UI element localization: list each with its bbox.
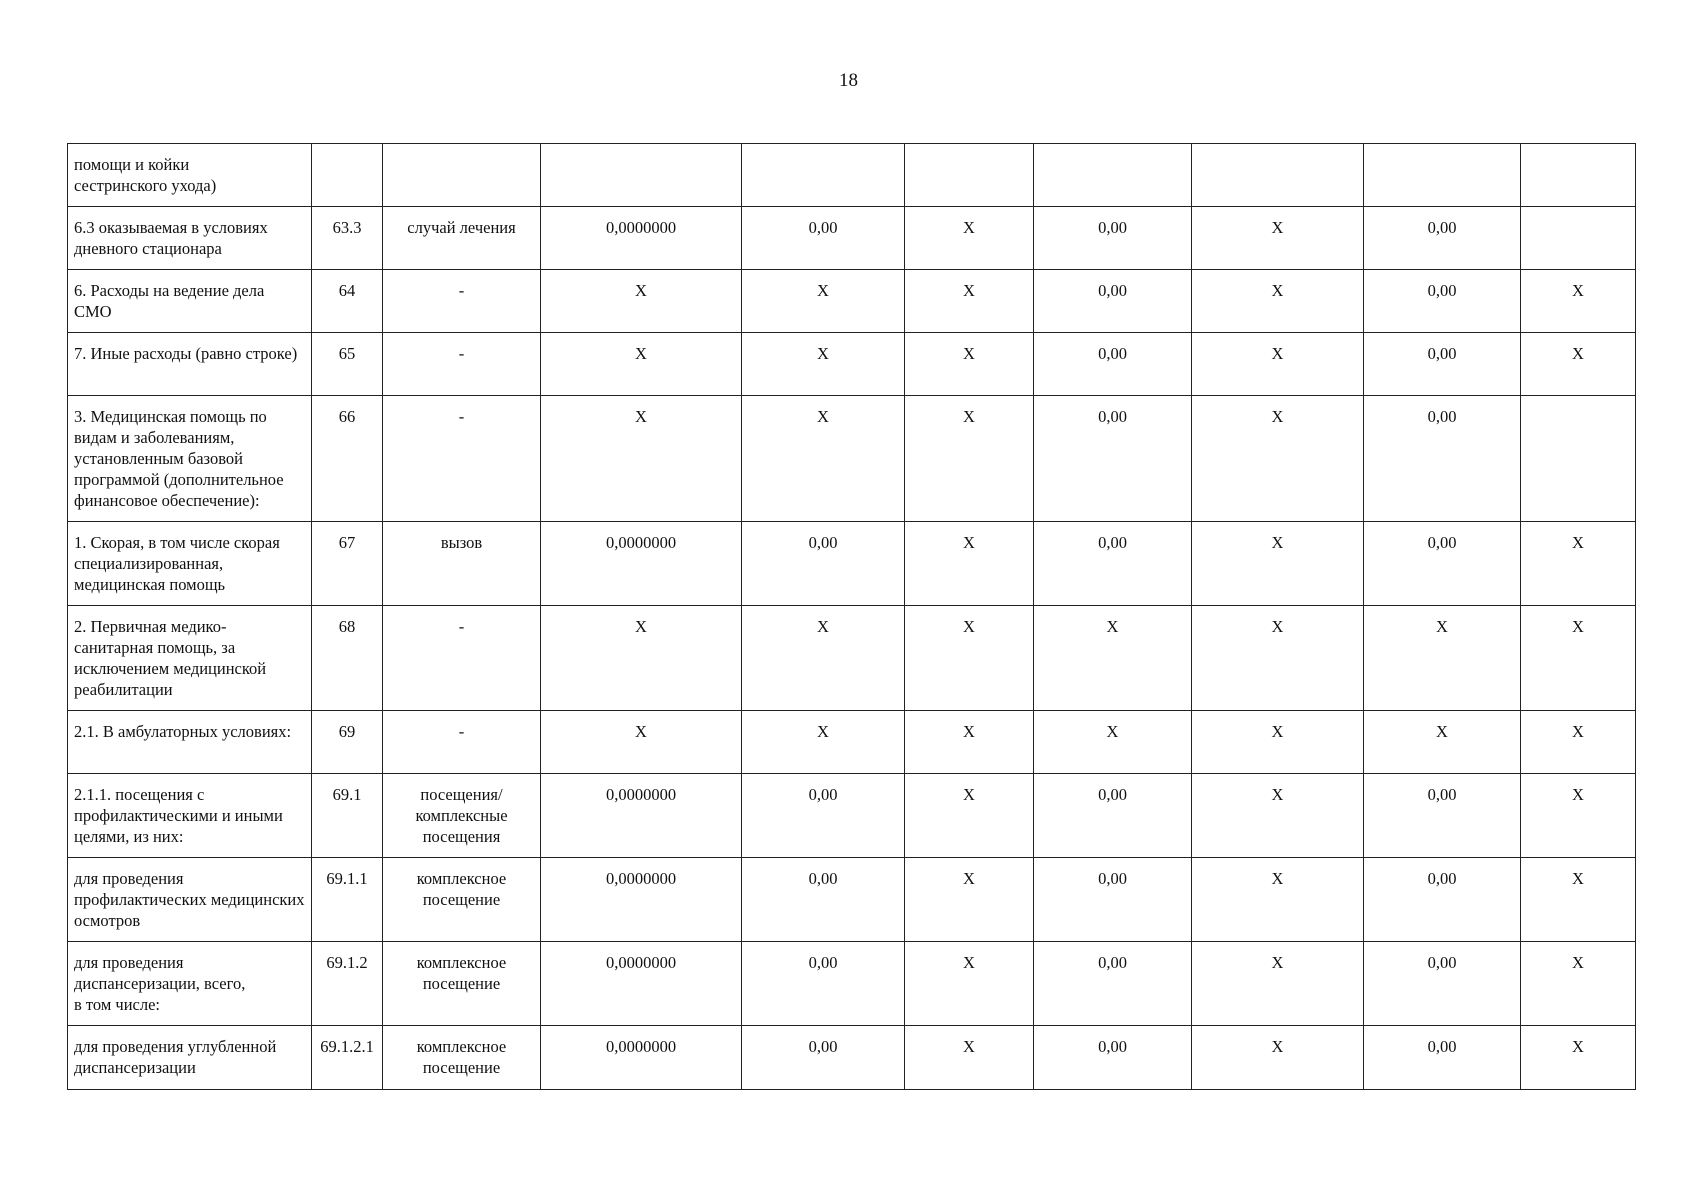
table-cell: X (905, 522, 1034, 606)
row-label-cell: 1. Скорая, в том числе скорая специализированная, медицинская помощь (68, 522, 312, 606)
table-cell: X (1192, 711, 1364, 774)
table-cell: 0,00 (1364, 207, 1521, 270)
table-cell: 0,00 (742, 942, 905, 1026)
table-cell: X (1521, 774, 1636, 858)
table-cell: X (1521, 858, 1636, 942)
page-number: 18 (839, 70, 858, 91)
table-cell: X (541, 711, 742, 774)
table-cell: - (383, 711, 541, 774)
table-cell (312, 144, 383, 207)
table-cell: X (905, 270, 1034, 333)
table-cell: комплексное посещение (383, 1026, 541, 1090)
table-cell (1192, 144, 1364, 207)
table-cell: 68 (312, 606, 383, 711)
table-row (68, 774, 1636, 858)
table-cell: - (383, 270, 541, 333)
table-cell: 69.1.2.1 (312, 1026, 383, 1090)
table-cell: X (1521, 270, 1636, 333)
table-cell: X (1192, 333, 1364, 396)
table-cell: 63.3 (312, 207, 383, 270)
table-cell: 69 (312, 711, 383, 774)
table-cell: 0,00 (742, 1026, 905, 1090)
table-cell: X (905, 774, 1034, 858)
table-cell: комплексное посещение (383, 942, 541, 1026)
row-label-cell: для проведения углубленной диспансеризации (68, 1026, 312, 1090)
table-row (68, 711, 1636, 774)
row-label-cell: 2.1. В амбулаторных условиях: (68, 711, 312, 774)
table-cell: 0,00 (1364, 1026, 1521, 1090)
table-cell: случай лечения (383, 207, 541, 270)
table-cell: X (1364, 606, 1521, 711)
table-cell: 0,00 (1364, 942, 1521, 1026)
table-cell: X (1034, 606, 1192, 711)
table-row (68, 396, 1636, 522)
table-cell: 69.1.2 (312, 942, 383, 1026)
row-label-cell: 7. Иные расходы (равно строке) (68, 333, 312, 396)
table-cell: 0,00 (1364, 396, 1521, 522)
table-cell: вызов (383, 522, 541, 606)
table-cell: 0,00 (1364, 333, 1521, 396)
table-cell: X (1192, 270, 1364, 333)
table-cell: X (541, 270, 742, 333)
table-cell: 69.1 (312, 774, 383, 858)
table-cell: X (905, 606, 1034, 711)
table-cell (905, 144, 1034, 207)
table-cell (1521, 396, 1636, 522)
table-cell: X (905, 333, 1034, 396)
table-cell: X (742, 396, 905, 522)
table-cell (383, 144, 541, 207)
table-cell: X (1192, 396, 1364, 522)
table-cell: X (1192, 522, 1364, 606)
table-cell: 0,00 (742, 858, 905, 942)
table-cell: X (742, 606, 905, 711)
table-cell: X (541, 396, 742, 522)
table-cell: X (742, 333, 905, 396)
table-row (68, 207, 1636, 270)
table-cell: X (905, 1026, 1034, 1090)
table-cell: X (905, 858, 1034, 942)
table-cell: 0,00 (1034, 270, 1192, 333)
table-cell: X (541, 333, 742, 396)
table-cell: X (1521, 711, 1636, 774)
table-cell: 0,0000000 (541, 942, 742, 1026)
table-cell: 0,0000000 (541, 1026, 742, 1090)
table-row (68, 942, 1636, 1026)
table-cell: 0,0000000 (541, 522, 742, 606)
table-cell: X (1521, 333, 1636, 396)
table-cell: 0,00 (1034, 333, 1192, 396)
table-cell: X (1521, 606, 1636, 711)
table-cell: X (1364, 711, 1521, 774)
table-cell: комплексное посещение (383, 858, 541, 942)
table-cell: - (383, 606, 541, 711)
table-cell: X (1521, 1026, 1636, 1090)
table-cell: X (1521, 522, 1636, 606)
table-cell: X (1521, 942, 1636, 1026)
table-cell: 0,00 (1034, 942, 1192, 1026)
table-row (68, 333, 1636, 396)
table-cell: 0,00 (1034, 522, 1192, 606)
table-row (68, 606, 1636, 711)
table-cell: 65 (312, 333, 383, 396)
table-cell: 0,00 (742, 207, 905, 270)
row-label-cell: 2.1.1. посещения с профилактическими и иными целями, из них: (68, 774, 312, 858)
table-cell (742, 144, 905, 207)
table-cell: X (742, 711, 905, 774)
table-cell: 0,00 (1034, 774, 1192, 858)
table-cell: X (1192, 774, 1364, 858)
table-cell: X (905, 711, 1034, 774)
table-cell: 0,0000000 (541, 858, 742, 942)
table-cell: 0,00 (1364, 858, 1521, 942)
row-label-cell: для проведения профилактических медицинских осмотров (68, 858, 312, 942)
table-cell: 0,00 (1364, 270, 1521, 333)
table-cell: X (1192, 942, 1364, 1026)
table-cell: X (905, 396, 1034, 522)
table-cell: X (1192, 1026, 1364, 1090)
table-row (68, 1026, 1636, 1090)
table-cell: 66 (312, 396, 383, 522)
table-cell: 0,00 (1034, 858, 1192, 942)
row-label-cell: помощи и койки сестринского ухода) (68, 144, 312, 207)
table-cell (541, 144, 742, 207)
table-cell (1034, 144, 1192, 207)
table-cell: 0,00 (1364, 774, 1521, 858)
table-cell: 0,00 (1034, 207, 1192, 270)
row-label-cell: 6.3 оказываемая в условиях дневного стационара (68, 207, 312, 270)
table-cell (1521, 207, 1636, 270)
row-label-cell: 3. Медицинская помощь по видам и заболеваниям, установленным базовой программой (дополнительное финансовое обеспечение): (68, 396, 312, 522)
table-row (68, 858, 1636, 942)
table-cell: 64 (312, 270, 383, 333)
table-cell: X (905, 207, 1034, 270)
table-cell: - (383, 396, 541, 522)
table-cell: 67 (312, 522, 383, 606)
table-cell (1364, 144, 1521, 207)
table-cell (1521, 144, 1636, 207)
data-table (67, 143, 1636, 1090)
table-cell: 0,00 (742, 774, 905, 858)
table-row (68, 270, 1636, 333)
table-cell: X (1192, 207, 1364, 270)
row-label-cell: для проведения диспансеризации, всего, в том числе: (68, 942, 312, 1026)
table-cell: 0,00 (742, 522, 905, 606)
row-label-cell: 6. Расходы на ведение дела СМО (68, 270, 312, 333)
table-row (68, 522, 1636, 606)
table-cell: 0,00 (1034, 1026, 1192, 1090)
row-label-cell: 2. Первичная медико-санитарная помощь, за исключением медицинской реабилитации (68, 606, 312, 711)
table-cell: 0,00 (1364, 522, 1521, 606)
table-cell: 0,0000000 (541, 207, 742, 270)
table-cell: 69.1.1 (312, 858, 383, 942)
table-cell: 0,00 (1034, 396, 1192, 522)
table-cell: 0,0000000 (541, 774, 742, 858)
table-cell: X (1192, 606, 1364, 711)
table-cell: - (383, 333, 541, 396)
table-cell: X (905, 942, 1034, 1026)
table-cell: X (1034, 711, 1192, 774)
table-row (68, 144, 1636, 207)
table-cell: посещения/комплексные посещения (383, 774, 541, 858)
table-cell: X (1192, 858, 1364, 942)
table-cell: X (742, 270, 905, 333)
table-cell: X (541, 606, 742, 711)
